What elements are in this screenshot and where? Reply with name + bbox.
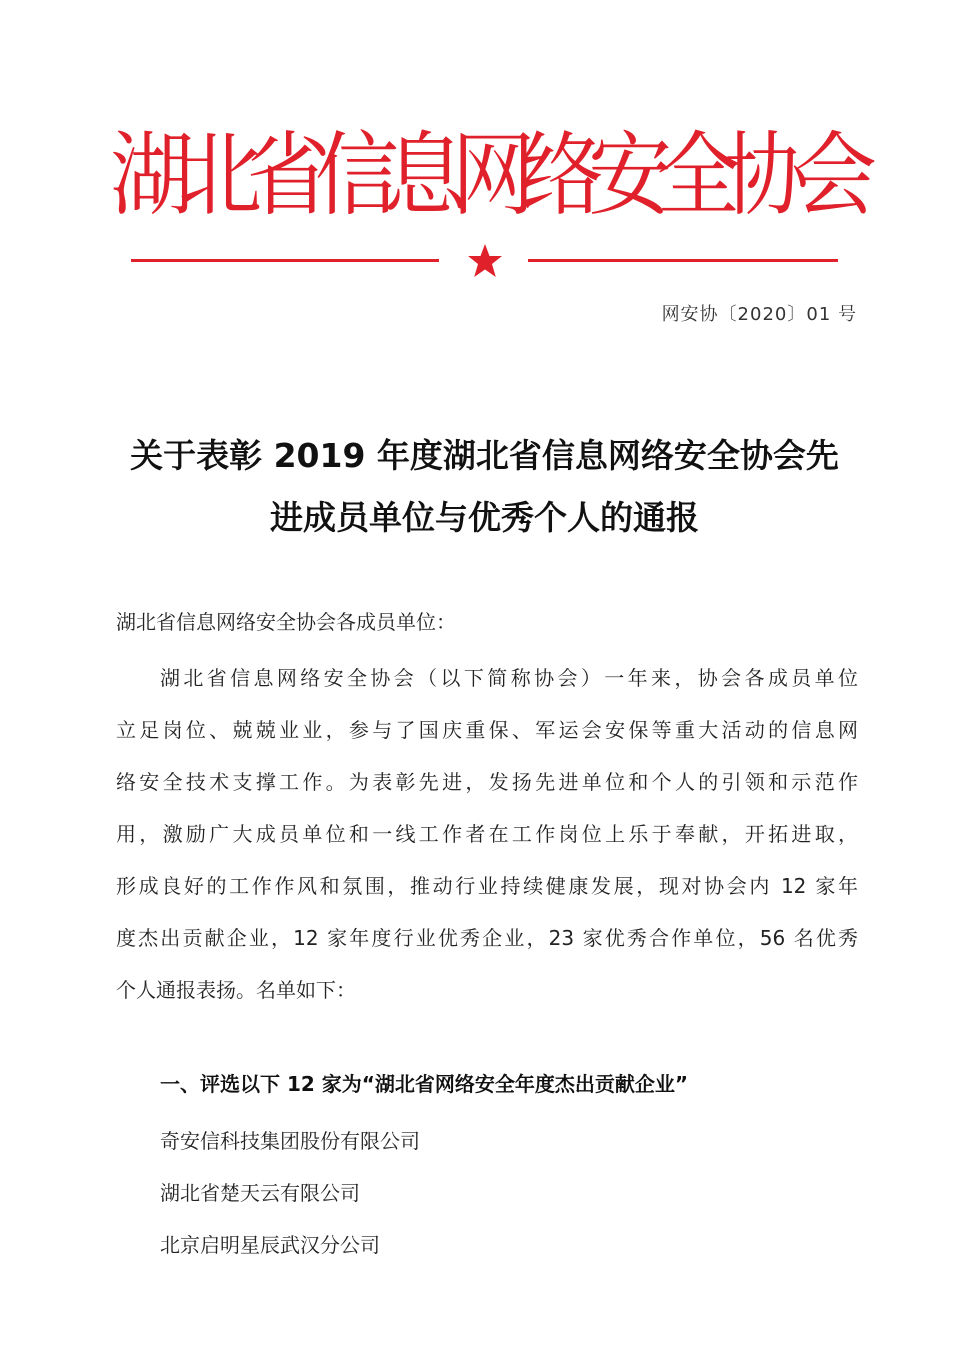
red-star-icon (466, 243, 504, 279)
document-number: 网安协〔2020〕01 号 (661, 304, 857, 325)
letterhead-char: 息 (383, 122, 468, 228)
body-line: 度杰出贡献企业，12 家年度行业优秀企业，23 家优秀合作单位，56 名优秀 (116, 926, 858, 950)
section-heading: 一、评选以下 12 家为“湖北省网络安全年度杰出贡献企业” (160, 1072, 689, 1096)
letterhead-char: 网 (451, 122, 536, 228)
letterhead-char: 北 (178, 122, 263, 228)
body-line: 个人通报表扬。名单如下： (116, 978, 356, 1002)
body-line: 立足岗位、兢兢业业，参与了国庆重保、军运会安保等重大活动的信息网 (116, 718, 858, 742)
list-item: 北京启明星辰武汉分公司 (160, 1233, 380, 1257)
body-paragraph (116, 652, 858, 1016)
red-divider-left (131, 259, 439, 262)
letterhead-char: 湖 (110, 122, 195, 228)
body-line: 湖北省信息网络安全协会（以下简称协会）一年来，协会各成员单位 (160, 666, 858, 690)
red-divider-right (528, 259, 838, 262)
letterhead-char: 安 (588, 122, 673, 228)
organization-letterhead (110, 120, 877, 230)
body-line: 用，激励广大成员单位和一线工作者在工作岗位上乐于奉献，开拓进取， (116, 822, 858, 846)
list-item: 湖北省楚天云有限公司 (160, 1181, 360, 1205)
letterhead-char: 信 (314, 122, 399, 228)
list-item: 奇安信科技集团股份有限公司 (160, 1129, 420, 1153)
letterhead-char: 协 (724, 122, 809, 228)
title-line-1: 关于表彰 2019 年度湖北省信息网络安全协会先 (130, 436, 839, 475)
letterhead-char: 会 (792, 122, 877, 228)
body-line: 络安全技术支撑工作。为表彰先进，发扬先进单位和个人的引领和示范作 (116, 770, 858, 794)
body-line: 形成良好的工作作风和氛围，推动行业持续健康发展，现对协会内 12 家年 (116, 874, 858, 898)
letterhead-char: 络 (519, 122, 604, 228)
salutation: 湖北省信息网络安全协会各成员单位： (116, 610, 456, 634)
document-title (112, 425, 857, 549)
letterhead-char: 省 (246, 122, 331, 228)
letterhead-char: 全 (656, 122, 741, 228)
company-list (160, 1115, 420, 1271)
title-line-2: 进成员单位与优秀个人的通报 (270, 498, 699, 537)
